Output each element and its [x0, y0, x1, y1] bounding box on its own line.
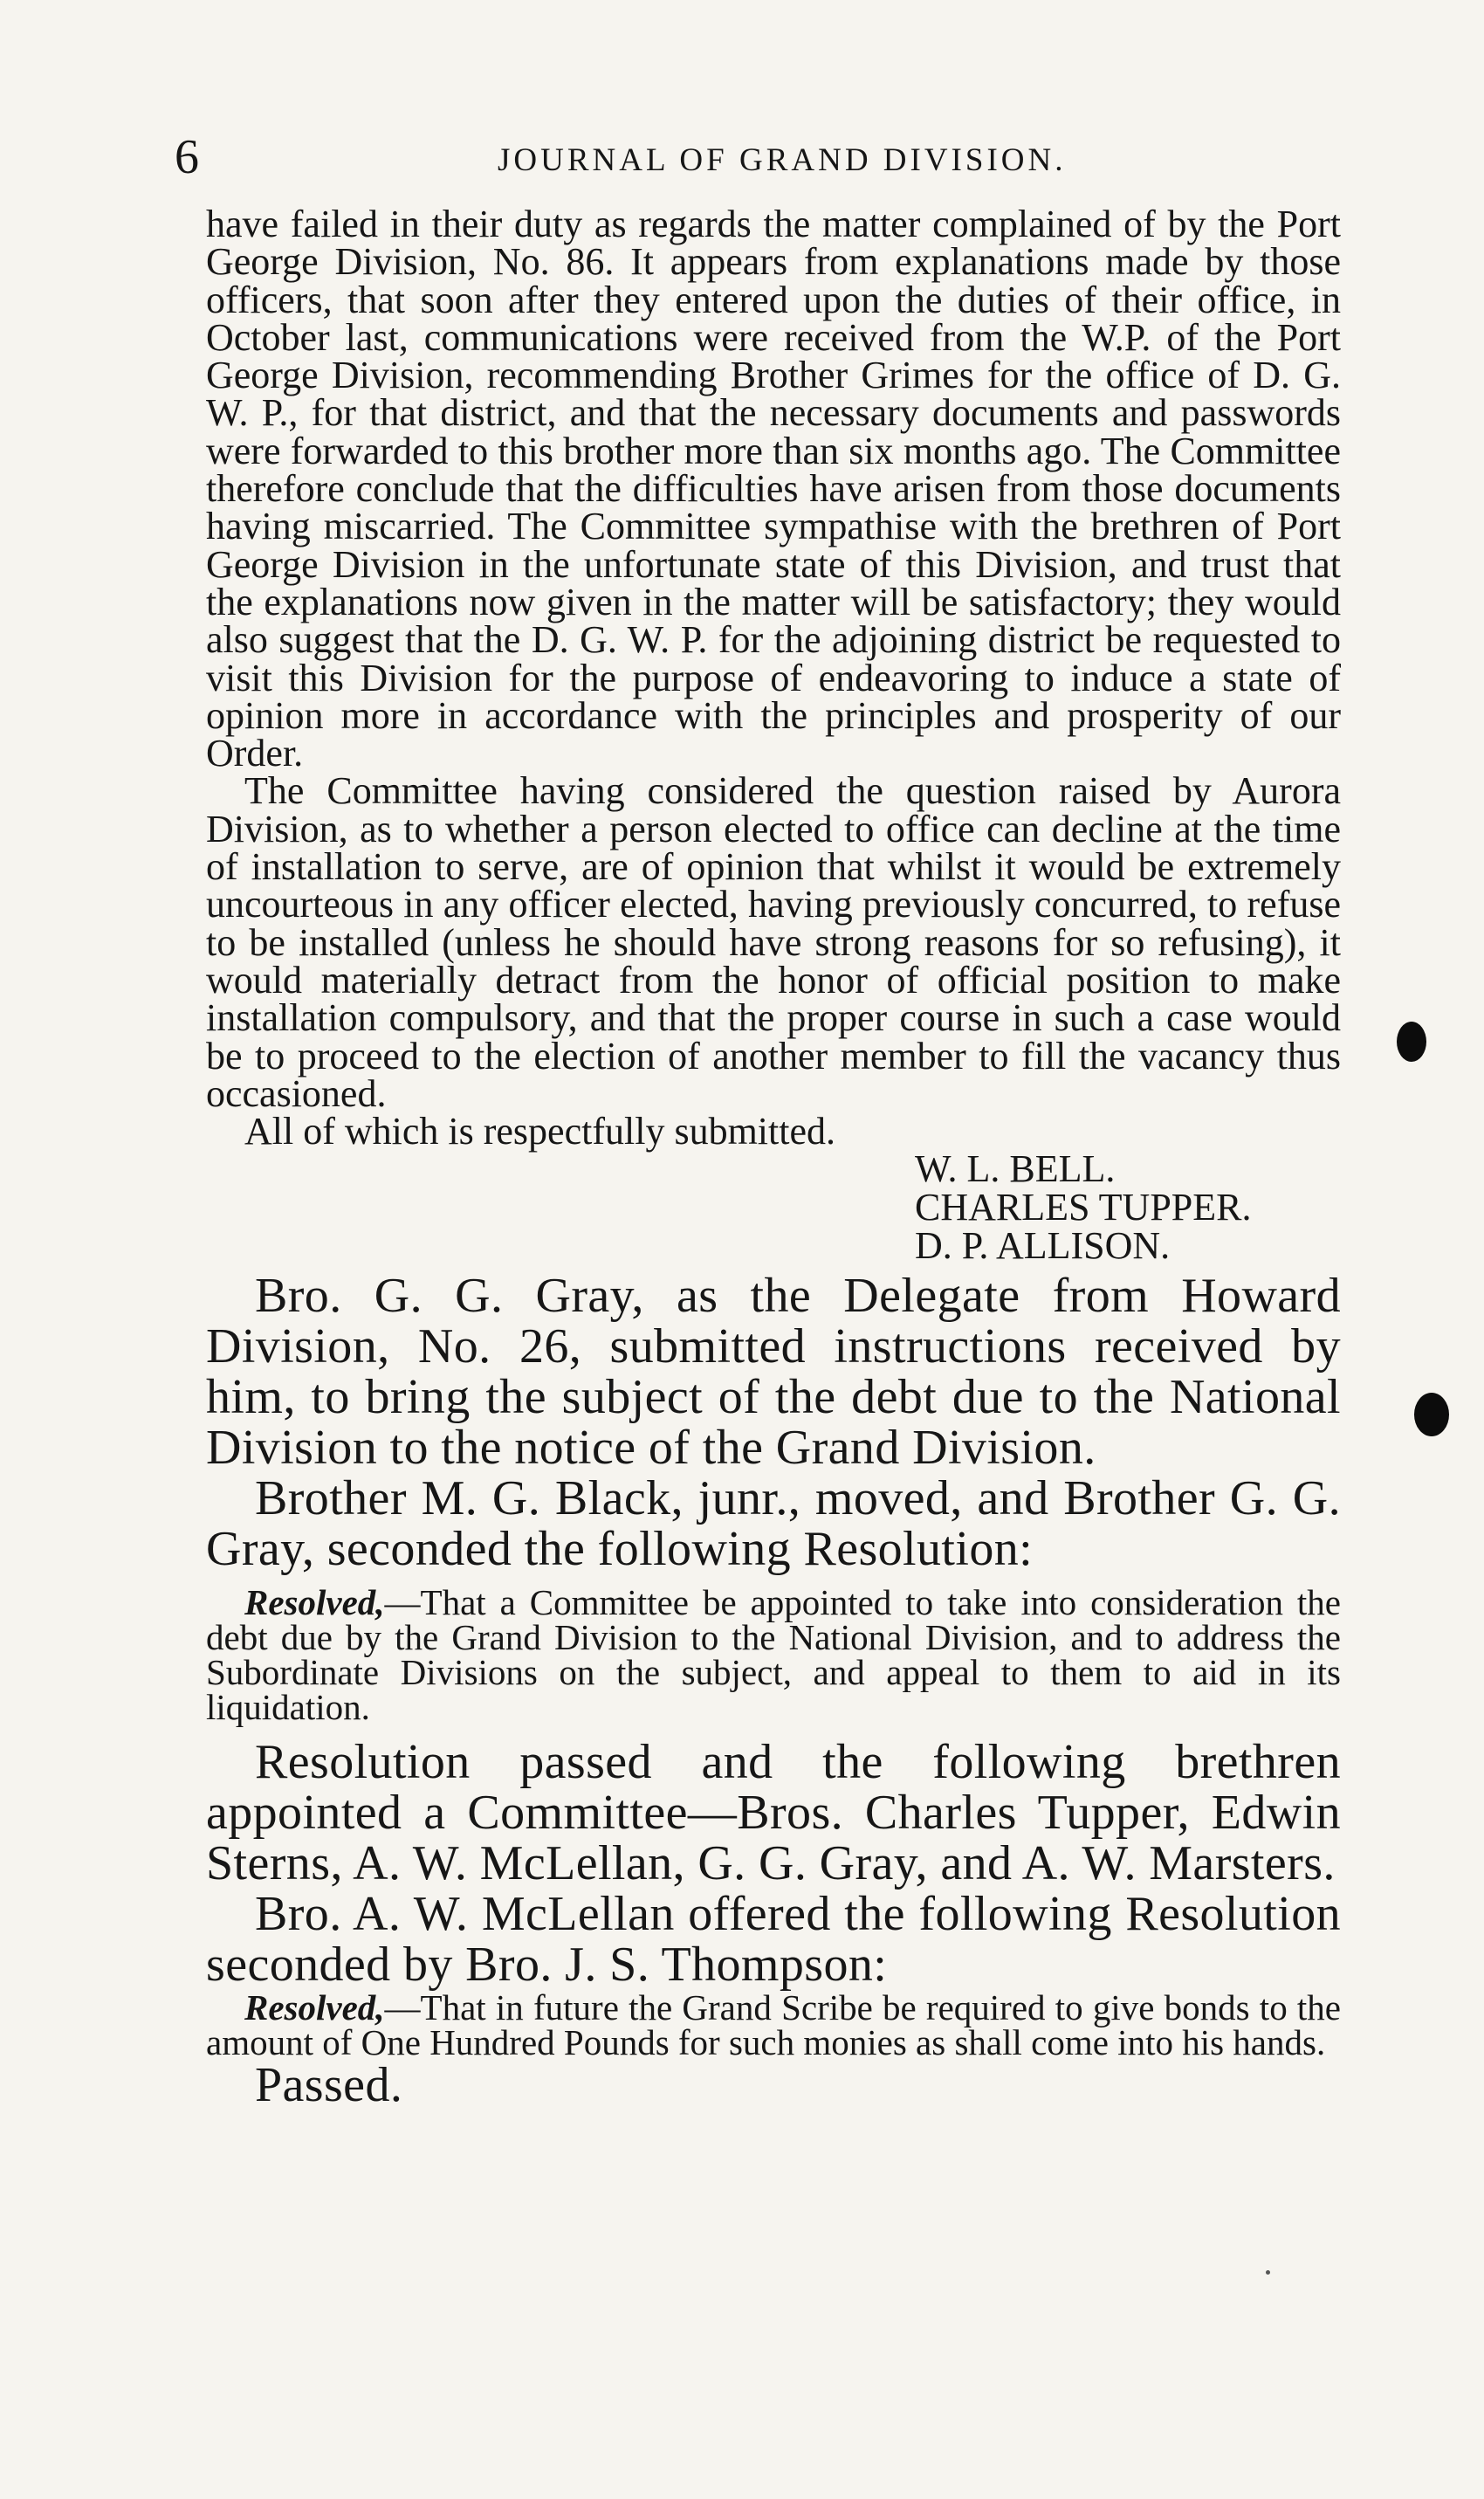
page-number: 6 — [175, 130, 199, 184]
paragraph-gray-delegate: Bro. G. G. Gray, as the Delegate from Howard Division, No. 26, submitted instructions received by him, to bring the subject of the debt due to the National Division to the notice of the Grand Division. — [206, 1269, 1341, 1476]
paragraph-committee-appointed: Resolution passed and the following brethren appointed a Committee—Bros. Charles Tupper, Edwin Sterns, A. W. McLellan, G. G. Gray, and A. W. Marsters. — [206, 1735, 1341, 1891]
paragraph-committee-report: have failed in their duty as regards the matter complained of by the Port George Division, No. 86. It appears from explanations made by those officers, that soon after they entered upon the duties of their office, in October last, communications were received from the W.P. of the Port George Division, recommending Brother Grimes for the office of D. G. W. P., for that district, and that the necessary documents and passwords were forwarded to this brother more than six months ago. The Committee therefore conclude that the difficulties have arisen from those documents having miscarried. The Committee sympathise with the brethren of Port George Division in the unfortunate state of this Division, and trust that the explanations now given in the matter will be satisfactory; they would also suggest that the D. G. W. P. for the adjoining district be requested to visit this Division for the purpose of endeavoring to induce a state of opinion more in accordance with the principles and prosperity of our Order. — [206, 203, 1341, 775]
signature-block — [206, 1147, 1341, 1268]
resolved-label: Resolved, — [244, 1582, 385, 1623]
resolution-bonds — [206, 1987, 1341, 2063]
paragraph-aurora-question: The Committee having considered the question raised by Aurora Division, as to whether a person elected to office can decline at the time of installation to serve, are of opinion that whilst it would be extremely uncourteous in any officer elected, having previously concurred, to refuse to be installed (unless he should have strong reasons for so refusing), it would materially detract from the honor of official position to make installation compulsory, and that the proper course in such a case would be to proceed to the election of another member to fill the vacancy thus occasioned. — [206, 769, 1341, 1115]
paragraph-submitted: All of which is respectfully submitted. — [244, 1110, 835, 1153]
ink-blot — [1397, 1022, 1426, 1062]
paragraph-passed: Passed. — [255, 2058, 403, 2113]
ink-blot — [1414, 1393, 1449, 1436]
speck — [1266, 2270, 1270, 2275]
running-head: JOURNAL OF GRAND DIVISION. — [498, 142, 1067, 178]
paragraph-mclellan-resolution: Bro. A. W. McLellan offered the following Resolution seconded by Bro. J. S. Thompson: — [206, 1887, 1341, 1993]
resolved-label: Resolved, — [244, 1987, 385, 2028]
resolution-debt-text: —That a Committee be appointed to take into consideration the debt due by the Grand Division to the National Division, and to address the Subordinate Divisions on the subject, and appeal to them to aid in its liquidation. — [206, 1582, 1341, 1728]
resolution-debt — [206, 1582, 1341, 1728]
signature-bell: W. L. BELL. — [915, 1147, 1116, 1191]
signature-tupper: CHARLES TUPPER. — [915, 1186, 1252, 1229]
page-body — [206, 203, 1341, 2113]
paragraph-black-motion: Brother M. G. Black, junr., moved, and Brother G. G. Gray, seconded the following Resolution: — [206, 1471, 1341, 1577]
resolution-bonds-text: —That in future the Grand Scribe be required to give bonds to the amount of One Hundred Pounds for such monies as shall come into his hands. — [206, 1987, 1341, 2063]
signature-allison: D. P. ALLISON. — [915, 1224, 1171, 1268]
page-header — [175, 129, 1336, 182]
